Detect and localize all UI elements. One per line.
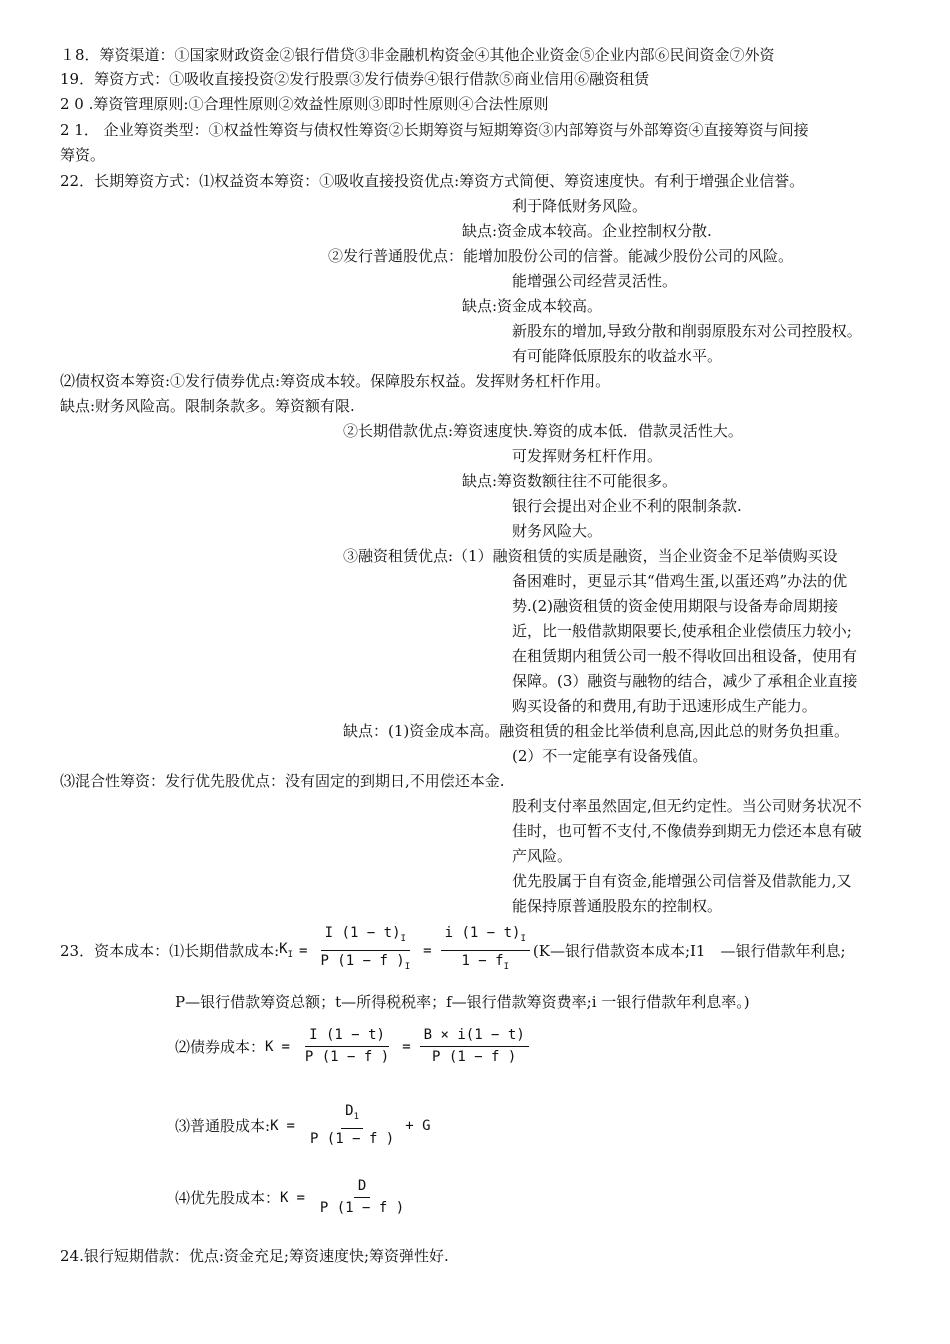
item-22-line: ③融资租赁优点:（1）融资租赁的实质是融资，当企业资金不足举债购买设	[343, 547, 838, 565]
item-22-line: 备困难时，更显示其“借鸡生蛋,以蛋还鸡”办法的优	[512, 572, 848, 590]
item-22-line: 利于降低财务风险。	[512, 197, 648, 215]
fraction: $\frac{I (1 - t)}{P (1 - f )}$	[304, 1027, 390, 1065]
fraction: $\frac{B \times i(1 - t)}{P (1 - f )}$	[420, 1026, 529, 1067]
formula-legend-cont: P—银行借款筹资总额；t—所得税税率；f—银行借款筹资费率;i 一银行借款年利息率。)	[175, 993, 750, 1011]
equals-sign: =	[286, 1117, 295, 1134]
item-22-line: ②长期借款优点:筹资速度快.筹资的成本低．借款灵活性大。	[343, 422, 743, 440]
item-22-line: 缺点：(1)资金成本高。融资租赁的租金比举债利息高,因此总的财务负担重。	[343, 722, 850, 740]
item-22-line: ⑶混合性筹资：发行优先股优点：没有固定的到期日,不用偿还本金.	[60, 772, 505, 790]
formula-bond-cost	[175, 1026, 532, 1067]
fraction: $\frac{I (1 - t)_I}{P (1 - f )_I}$	[320, 925, 411, 972]
item-22-line: ⑵债权资本筹资:①发行债券优点:筹资成本较。保障股东权益。发挥财务杠杆作用。	[60, 372, 611, 390]
equals-sign: =	[423, 942, 432, 959]
item-22-line: 在租赁期内租赁公司一般不得收回出租设备，使用有	[512, 647, 858, 665]
item-22-line: 银行会提出对企业不利的限制条款.	[512, 497, 742, 515]
equals-sign: =	[299, 942, 308, 959]
equals-sign: =	[296, 1189, 305, 1206]
item-22-line: 近，比一般借款期限要长,使承租企业偿债压力较小;	[512, 622, 852, 640]
formula-lhs: $K_I$	[279, 941, 294, 960]
item-22-line: 佳时，也可暂不支付,不像债券到期无力偿还本息有破	[512, 822, 862, 840]
item-22-line: 保障。(3）融资与融物的结合，减少了承租企业直接	[512, 672, 858, 690]
item-22-line: 缺点:筹资数额往往不可能很多。	[462, 472, 678, 490]
formula-preferred-stock-cost	[175, 1177, 411, 1218]
item-21: 2 1． 企业筹资类型：①权益性筹资与债权性筹资②长期筹资与短期筹资③内部筹资与外部筹资④直接筹资与间接	[60, 121, 809, 139]
formula-label: ⑷优先股成本：	[175, 1189, 281, 1207]
formula-legend: (K—银行借款资本成本;I1 —银行借款年利息;	[532, 942, 846, 960]
item-22-line: 能增强公司经营灵活性。	[512, 272, 678, 290]
equals-sign: =	[402, 1038, 411, 1055]
item-22-line: 新股东的增加,导致分散和削弱原股东对公司控股权。	[512, 322, 862, 340]
item-22-line: (2）不一定能享有设备残值。	[512, 747, 708, 765]
item-18: １8．筹资渠道：①国家财政资金②银行借贷③非金融机构资金④其他企业资金⑤企业内部⑥民间资金⑦外资	[60, 46, 775, 64]
item-19: 19．筹资方式：①吸收直接投资②发行股票③发行债券④银行借款⑤商业信用⑥融资租赁	[60, 70, 650, 88]
formula-common-stock-cost	[175, 1102, 431, 1149]
equals-sign: =	[281, 1038, 290, 1055]
item-22-line: 缺点:资金成本较高。企业控制权分散.	[462, 222, 712, 240]
item-22-line: 财务风险大。	[512, 522, 603, 540]
item-22-line: ②发行普通股优点：能增加股份公司的信誉。能减少股份公司的风险。	[328, 247, 794, 265]
item-22-line: 有可能降低原股东的收益水平。	[512, 347, 723, 365]
item-24: 24.银行短期借款：优点:资金充足;筹资速度快;筹资弹性好.	[60, 1247, 449, 1265]
item-21-cont: 筹资。	[60, 146, 106, 164]
item-22-line: 缺点:财务风险高。限制条款多。筹资额有限.	[60, 397, 355, 415]
item-22-line: 优先股属于自有资金,能增强公司信誉及借款能力,又	[512, 872, 852, 890]
fraction: $\frac{i (1 - t)_I}{1 - f_I}$	[441, 924, 530, 977]
item-22-line: 能保持原普通股股东的控制权。	[512, 897, 723, 915]
formula-label: ⑵债券成本：	[175, 1038, 266, 1056]
fraction: $\frac{D}{P (1 - f )}$	[319, 1178, 405, 1216]
item-20: 2 0 .筹资管理原则:①合理性原则②效益性原则③即时性原则④合法性原则	[60, 95, 549, 113]
item-22-line: 势.(2)融资租赁的资金使用期限与设备寿命周期接	[512, 597, 839, 615]
fraction: $\frac{D_1}{P (1 - f )}$	[309, 1103, 395, 1147]
item-22-line: 股利支付率虽然固定,但无约定性。当公司财务状况不	[512, 797, 862, 815]
item-22-line: 缺点:资金成本较高。	[462, 297, 603, 315]
item-22-line: 产风险。	[512, 847, 573, 865]
formula-label: ⑶普通股成本:	[175, 1117, 271, 1135]
item-22-line: 可发挥财务杠杆作用。	[512, 447, 663, 465]
formula-lhs: K	[265, 1038, 274, 1055]
formula-lhs: K	[270, 1117, 279, 1134]
item-22: 22．长期筹资方式：⑴权益资本筹资：①吸收直接投资优点:筹资方式简便、筹资速度快。有利于增强企业信誉。	[60, 172, 805, 190]
formula-lhs: K	[280, 1189, 289, 1206]
item-22-line: 购买设备的和费用,有助于迅速形成生产能力。	[512, 697, 817, 715]
formula-label: 23．资本成本：⑴长期借款成本:	[60, 942, 280, 960]
formula-long-term-loan	[60, 924, 846, 977]
formula-tail: + G	[405, 1117, 431, 1134]
